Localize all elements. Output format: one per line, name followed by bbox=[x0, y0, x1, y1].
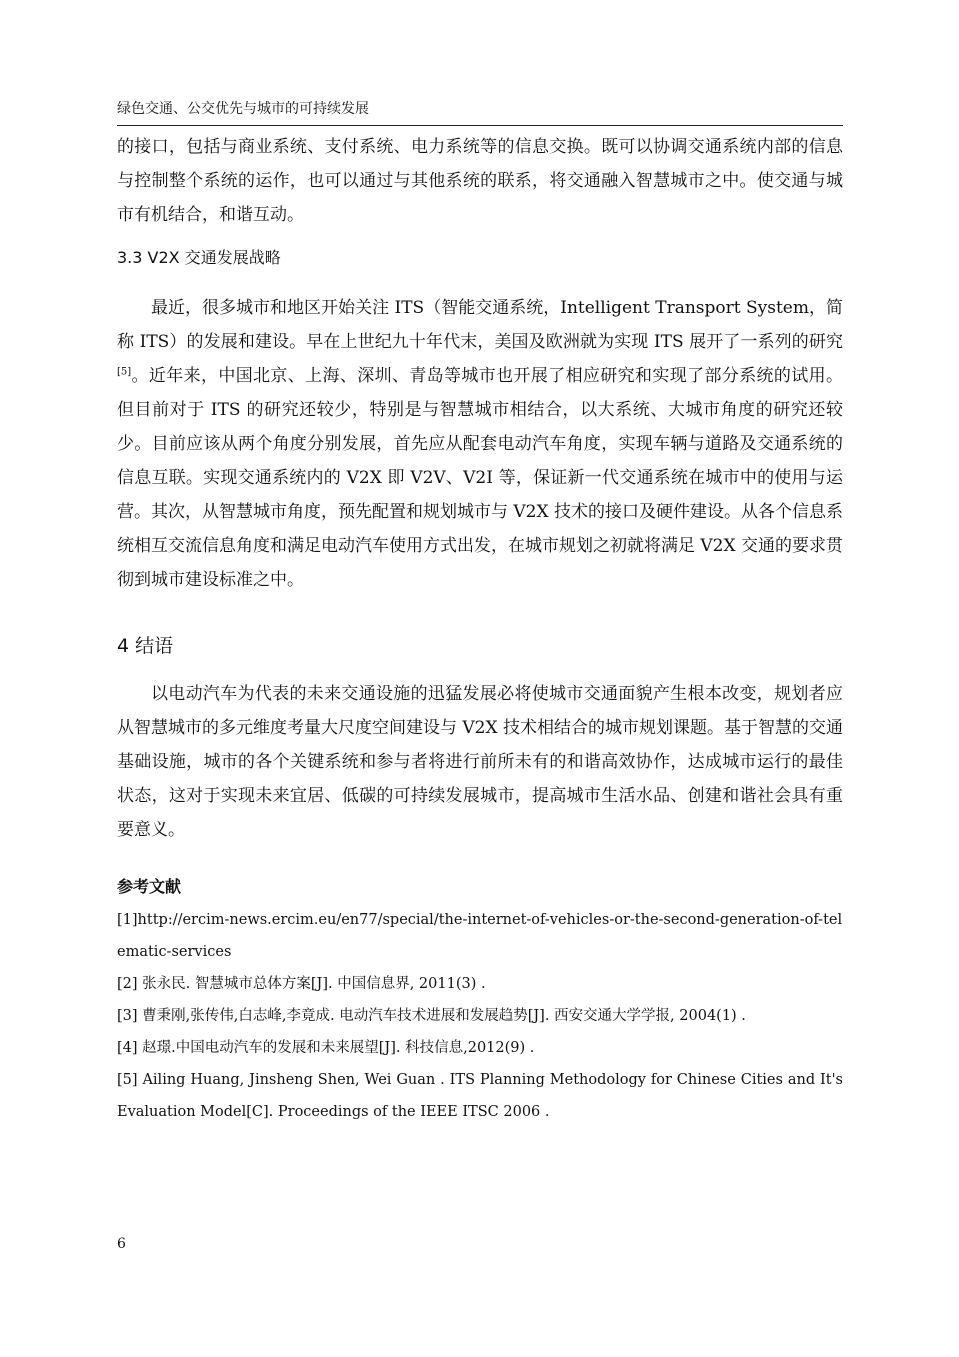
reference-text: 曹秉刚,张传伟,白志峰,李竟成. 电动汽车技术进展和发展趋势[J]. 西安交通大学学报, 2004(1) . bbox=[142, 1008, 746, 1024]
reference-text: Ailing Huang, Jinsheng Shen, Wei Guan . ITS Planning Methodology for Chinese Cities and It's Evaluation Model[C]. Proceedings of the IEEE ITSC 2006 . bbox=[117, 1072, 843, 1120]
reference-number: [5] bbox=[117, 1072, 143, 1088]
section-heading-3-3: 3.3 V2X 交通发展战略 bbox=[117, 248, 281, 267]
running-header: 绿色交通、公交优先与城市的可持续发展 bbox=[117, 99, 843, 126]
references-title: 参考文献 bbox=[117, 877, 182, 896]
page-number: 6 bbox=[117, 1236, 126, 1252]
reference-item bbox=[117, 968, 843, 1000]
reference-number: [2] bbox=[117, 976, 143, 992]
section-heading-4: 4 结语 bbox=[117, 635, 174, 657]
reference-text: 张永民. 智慧城市总体方案[J]. 中国信息界, 2011(3) . bbox=[142, 976, 486, 992]
reference-text: 赵璟.中国电动汽车的发展和未来展望[J]. 科技信息,2012(9) . bbox=[142, 1040, 535, 1056]
conclusion-paragraph: 以电动汽车为代表的未来交通设施的迅猛发展必将使城市交通面貌产生根本改变，规划者应从智慧城市的多元维度考量大尺度空间建设与 V2X 技术相结合的城市规划课题。基于智慧的交通基础设施，城市的各个关键系统和参与者将进行前所未有的和谐高效协作，达成城市运行的最佳状态，这对于实现未来宜居、低碳的可持续发展城市，提高城市生活水品、创建和谐社会具有重要意义。 bbox=[117, 684, 844, 840]
section-3-3-paragraph bbox=[117, 291, 843, 597]
reference-list bbox=[117, 904, 843, 1128]
section-3-3-text-part1: 最近，很多城市和地区开始关注 ITS（智能交通系统，Intelligent Transport System，简称 ITS）的发展和建设。早在上世纪九十年代末，美国及欧洲就为实现 ITS 展开了一系列的研究 bbox=[117, 298, 843, 352]
reference-item bbox=[117, 904, 843, 968]
reference-text: http://ercim-news.ercim.eu/en77/special/the-internet-of-vehicles-or-the-second-generation-of-telematic-services bbox=[117, 912, 843, 960]
reference-number: [3] bbox=[117, 1008, 143, 1024]
citation-marker: [5] bbox=[117, 366, 132, 378]
reference-item bbox=[117, 1032, 843, 1064]
reference-item bbox=[117, 1064, 843, 1128]
reference-number: [1] bbox=[117, 912, 138, 928]
reference-number: [4] bbox=[117, 1040, 143, 1056]
reference-item bbox=[117, 1000, 843, 1032]
section-3-3-text-part2: 。近年来，中国北京、上海、深圳、青岛等城市也开展了相应研究和实现了部分系统的试用。但目前对于 ITS 的研究还较少，特别是与智慧城市相结合，以大系统、大城市角度的研究还较少。目前应该从两个角度分别发展，首先应从配套电动汽车角度，实现车辆与道路及交通系统的信息互联。实现交通系统内的 V2X 即 V2V、V2I 等，保证新一代交通系统在城市中的使用与运营。其次，从智慧城市角度，预先配置和规划城市与 V2X 技术的接口及硬件建设。从各个信息系统相互交流信息角度和满足电动汽车使用方式出发，在城市规划之初就将满足 V2X 交通的要求贯彻到城市建设标准之中。 bbox=[117, 366, 844, 590]
intro-paragraph: 的接口，包括与商业系统、支付系统、电力系统等的信息交换。既可以协调交通系统内部的信息与控制整个系统的运作，也可以通过与其他系统的联系，将交通融入智慧城市之中。使交通与城市有机结合，和谐互动。 bbox=[117, 137, 843, 225]
